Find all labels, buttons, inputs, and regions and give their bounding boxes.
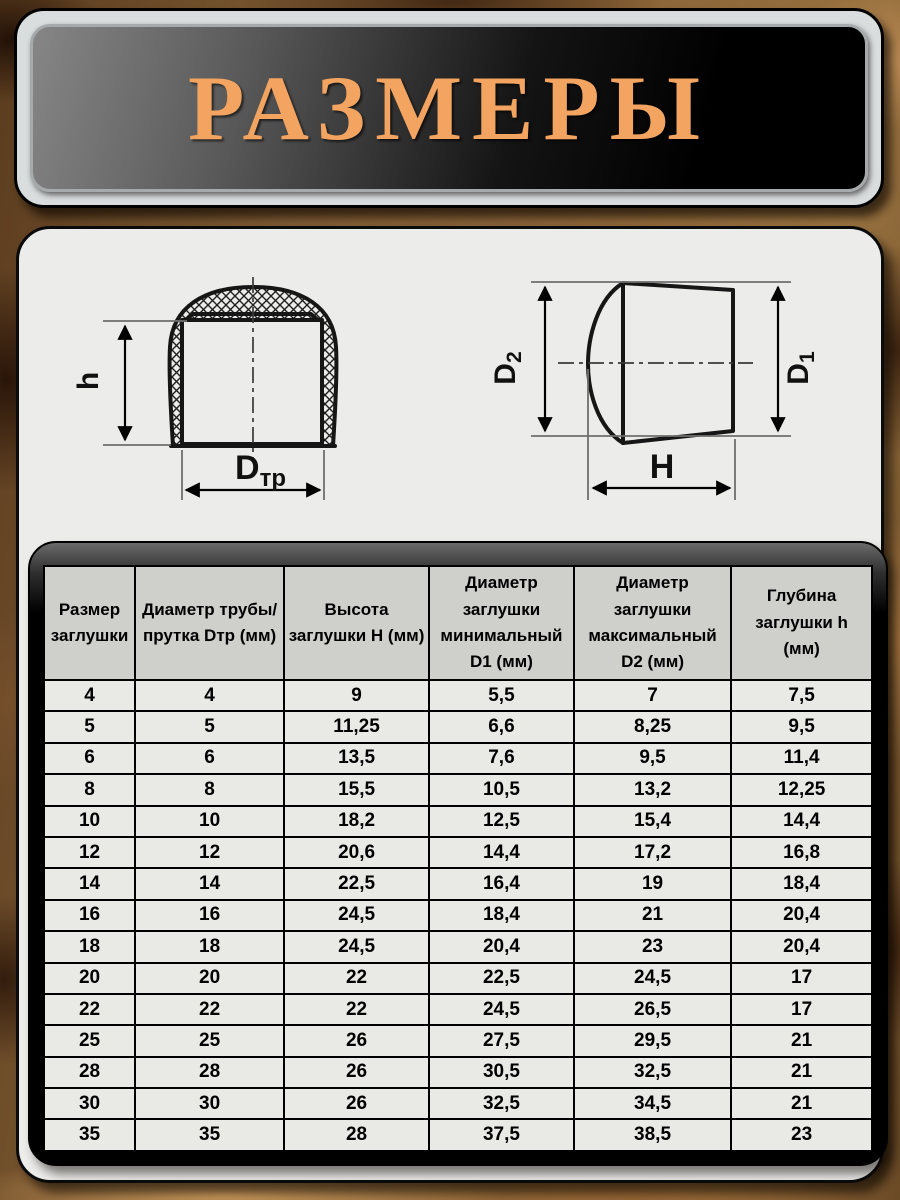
table-cell: 30 xyxy=(44,1088,135,1119)
table-cell: 28 xyxy=(284,1119,429,1151)
size-table xyxy=(43,565,873,1152)
table-cell: 6 xyxy=(135,743,284,774)
table-cell: 32,5 xyxy=(429,1088,574,1119)
table-cell: 20,4 xyxy=(731,931,872,962)
table-cell: 22 xyxy=(44,994,135,1025)
table-cell: 14 xyxy=(135,868,284,899)
page-title: РАЗМЕРЫ xyxy=(188,57,710,159)
table-cell: 21 xyxy=(731,1088,872,1119)
table-row xyxy=(44,743,872,774)
table-cell: 16 xyxy=(135,900,284,931)
table-cell: 25 xyxy=(135,1025,284,1056)
table-row xyxy=(44,1119,872,1151)
table-cell: 18,4 xyxy=(731,868,872,899)
table-cell: 20,6 xyxy=(284,837,429,868)
tube-diameter-label: $D_{тр}$ xyxy=(235,449,286,492)
column-header-height: Высота заглушки H (мм) xyxy=(284,566,429,680)
table-row xyxy=(44,1025,872,1056)
table-cell: 28 xyxy=(135,1057,284,1088)
table-cell: 20 xyxy=(44,963,135,994)
table-row xyxy=(44,680,872,711)
side-view-group xyxy=(489,282,819,500)
table-cell: 12,5 xyxy=(429,806,574,837)
table-cell: 29,5 xyxy=(574,1025,731,1056)
table-cell: 17 xyxy=(731,963,872,994)
table-cell: 9,5 xyxy=(731,711,872,742)
table-cell: 35 xyxy=(135,1119,284,1151)
table-cell: 23 xyxy=(574,931,731,962)
table-row xyxy=(44,774,872,805)
column-header-size: Размер заглушки xyxy=(44,566,135,680)
title-plate xyxy=(14,8,884,208)
table-frame xyxy=(28,541,888,1166)
table-cell: 10 xyxy=(44,806,135,837)
table-cell: 24,5 xyxy=(429,994,574,1025)
table-row xyxy=(44,1088,872,1119)
cap-height-label: H xyxy=(649,448,675,486)
size-table-header xyxy=(44,566,872,680)
table-cell: 17,2 xyxy=(574,837,731,868)
header-row xyxy=(44,566,872,680)
table-cell: 12 xyxy=(44,837,135,868)
table-cell: 5 xyxy=(44,711,135,742)
d2-dimension-label: $D_2$ xyxy=(489,351,526,385)
table-cell: 24,5 xyxy=(284,900,429,931)
table-cell: 12,25 xyxy=(731,774,872,805)
table-cell: 15,5 xyxy=(284,774,429,805)
table-cell: 26 xyxy=(284,1057,429,1088)
table-cell: 26 xyxy=(284,1025,429,1056)
table-cell: 28 xyxy=(44,1057,135,1088)
table-cell: 25 xyxy=(44,1025,135,1056)
table-cell: 24,5 xyxy=(284,931,429,962)
table-row xyxy=(44,963,872,994)
table-row xyxy=(44,806,872,837)
table-cell: 16,4 xyxy=(429,868,574,899)
table-cell: 38,5 xyxy=(574,1119,731,1151)
table-cell: 11,4 xyxy=(731,743,872,774)
table-cell: 8,25 xyxy=(574,711,731,742)
table-cell: 22,5 xyxy=(284,868,429,899)
table-cell: 24,5 xyxy=(574,963,731,994)
table-cell: 8 xyxy=(44,774,135,805)
table-cell: 6,6 xyxy=(429,711,574,742)
column-header-tube-diameter: Диаметр трубы/прутка Dтр (мм) xyxy=(135,566,284,680)
table-cell: 18 xyxy=(44,931,135,962)
table-cell: 16 xyxy=(44,900,135,931)
table-cell: 20,4 xyxy=(731,900,872,931)
table-cell: 14 xyxy=(44,868,135,899)
table-cell: 7 xyxy=(574,680,731,711)
table-cell: 14,4 xyxy=(731,806,872,837)
table-cell: 18,2 xyxy=(284,806,429,837)
column-header-depth: Глубина заглушки h (мм) xyxy=(731,566,872,680)
table-cell: 5 xyxy=(135,711,284,742)
table-cell: 14,4 xyxy=(429,837,574,868)
table-row xyxy=(44,837,872,868)
table-cell: 22 xyxy=(284,963,429,994)
table-cell: 17 xyxy=(731,994,872,1025)
table-cell: 19 xyxy=(574,868,731,899)
table-cell: 21 xyxy=(574,900,731,931)
h-dimension-label: h xyxy=(72,371,105,391)
table-cell: 16,8 xyxy=(731,837,872,868)
table-cell: 7,5 xyxy=(731,680,872,711)
table-cell: 7,6 xyxy=(429,743,574,774)
table-cell: 12 xyxy=(135,837,284,868)
table-cell: 6 xyxy=(44,743,135,774)
table-cell: 18,4 xyxy=(429,900,574,931)
table-cell: 5,5 xyxy=(429,680,574,711)
table-cell: 22,5 xyxy=(429,963,574,994)
table-cell: 4 xyxy=(135,680,284,711)
table-cell: 21 xyxy=(731,1057,872,1088)
front-view-group xyxy=(72,277,336,500)
table-cell: 15,4 xyxy=(574,806,731,837)
table-cell: 11,25 xyxy=(284,711,429,742)
d2-d1-extension-lines xyxy=(531,282,791,436)
table-row xyxy=(44,931,872,962)
table-cell: 34,5 xyxy=(574,1088,731,1119)
table-cell: 9 xyxy=(284,680,429,711)
table-cell: 32,5 xyxy=(574,1057,731,1088)
table-cell: 26 xyxy=(284,1088,429,1119)
table-cell: 37,5 xyxy=(429,1119,574,1151)
table-row xyxy=(44,1057,872,1088)
table-cell: 10,5 xyxy=(429,774,574,805)
table-row xyxy=(44,994,872,1025)
column-header-min-diameter: Диаметр заглушки минимальный D1 (мм) xyxy=(429,566,574,680)
table-cell: 20,4 xyxy=(429,931,574,962)
table-row xyxy=(44,711,872,742)
cap-inner-cavity xyxy=(182,320,322,444)
content-panel xyxy=(16,226,884,1183)
table-cell: 27,5 xyxy=(429,1025,574,1056)
table-cell: 23 xyxy=(731,1119,872,1151)
table-cell: 8 xyxy=(135,774,284,805)
table-cell: 21 xyxy=(731,1025,872,1056)
table-cell: 13,5 xyxy=(284,743,429,774)
table-cell: 18 xyxy=(135,931,284,962)
table-cell: 26,5 xyxy=(574,994,731,1025)
title-plate-inner xyxy=(30,24,868,192)
table-cell: 22 xyxy=(135,994,284,1025)
table-cell: 9,5 xyxy=(574,743,731,774)
table-cell: 13,2 xyxy=(574,774,731,805)
d1-dimension-label: $D_1$ xyxy=(782,351,819,385)
size-table-body xyxy=(44,680,872,1151)
table-cell: 10 xyxy=(135,806,284,837)
table-cell: 35 xyxy=(44,1119,135,1151)
table-row xyxy=(44,900,872,931)
dimension-diagrams xyxy=(19,269,881,509)
table-cell: 30,5 xyxy=(429,1057,574,1088)
table-row xyxy=(44,868,872,899)
table-cell: 20 xyxy=(135,963,284,994)
table-cell: 30 xyxy=(135,1088,284,1119)
table-cell: 22 xyxy=(284,994,429,1025)
table-cell: 4 xyxy=(44,680,135,711)
column-header-max-diameter: Диаметр заглушки максимальный D2 (мм) xyxy=(574,566,731,680)
